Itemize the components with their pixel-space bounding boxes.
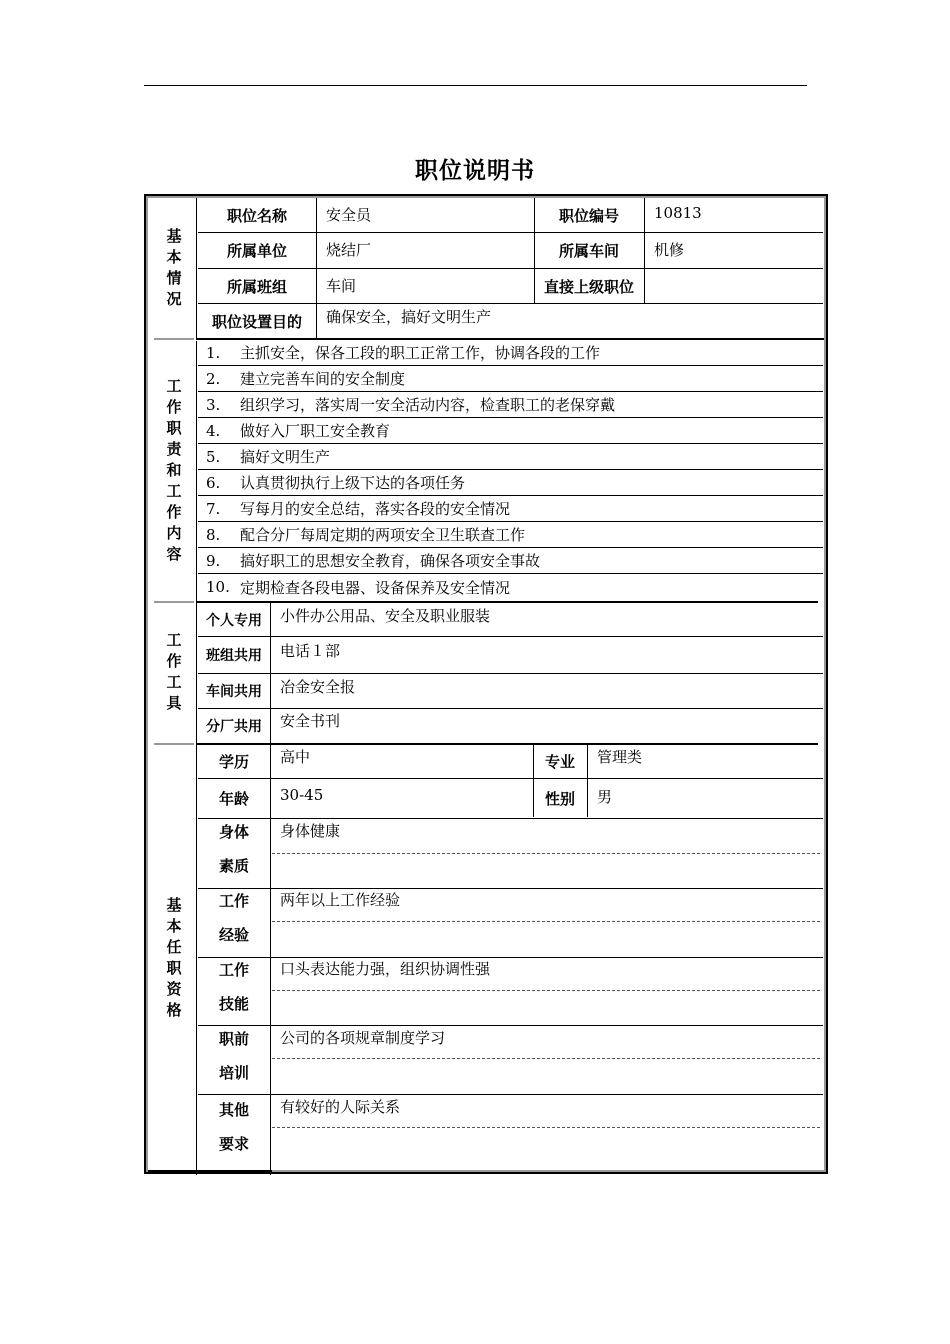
document-title: 职位说明书 [415, 158, 535, 184]
age-label: 年龄 [198, 779, 270, 819]
unit-label: 所属单位 [198, 233, 316, 269]
position-name-value: 安全员 [316, 198, 534, 233]
qualification-label-line1: 工作 [218, 961, 249, 979]
duty-item [198, 366, 823, 392]
team-label: 所属班组 [198, 269, 316, 304]
qualification-label-line1: 职前 [218, 1030, 249, 1048]
tool-label: 分厂共用 [206, 719, 262, 735]
duty-number: 4. [206, 421, 221, 440]
duty-item [198, 392, 823, 418]
section-label-qualifications [154, 746, 194, 1170]
team-value: 车间 [316, 269, 534, 304]
qualification-label-line1: 其他 [218, 1101, 249, 1119]
duty-number: 1. [206, 343, 221, 362]
qualification-value: 口头表达能力强，组织协调性强 [280, 960, 491, 978]
divider [196, 745, 197, 1175]
duty-text: 主抓安全，保各工段的职工正常工作，协调各段的工作 [240, 344, 601, 362]
purpose-value: 确保安全，搞好文明生产 [326, 308, 492, 326]
qualification-value: 两年以上工作经验 [280, 891, 401, 909]
qualification-label-line2: 培训 [218, 1064, 249, 1082]
duty-item [198, 496, 823, 522]
tool-label: 车间共用 [198, 674, 270, 709]
section-label-duties-text: 工作职责和工作内容 [166, 376, 182, 563]
unit-value: 烧结厂 [316, 233, 534, 269]
duty-number: 2. [206, 369, 221, 388]
section-label-qualifications-text: 基本 任职资格 [166, 896, 182, 1019]
section-label-duties [154, 341, 194, 599]
divider [534, 198, 535, 304]
purpose-label: 职位设置目的 [211, 312, 302, 331]
dashed-line [272, 990, 820, 991]
education-value: 高中 [270, 745, 533, 779]
qualification-label-line1: 工作 [218, 892, 249, 910]
duty-number: 9. [206, 551, 221, 570]
header-rule [144, 85, 807, 86]
qualification-label-line2: 素质 [218, 857, 249, 875]
dashed-line [272, 1058, 820, 1059]
duty-number: 7. [206, 499, 221, 518]
section-label-tools-text: 工作工具 [166, 631, 182, 712]
tool-value: 电话１部 [270, 637, 823, 674]
divider [196, 341, 197, 601]
duty-item [198, 340, 823, 366]
row-divider [148, 1170, 272, 1172]
dashed-line [272, 921, 820, 922]
gender-label: 性别 [533, 779, 587, 819]
section-divider [154, 601, 194, 603]
qualification-value: 有较好的人际关系 [280, 1098, 401, 1116]
duty-text: 组织学习，落实周一安全活动内容，检查职工的老保穿戴 [240, 396, 616, 414]
duty-number: 5. [206, 447, 221, 466]
divider [196, 198, 197, 338]
row-divider [198, 1025, 823, 1026]
duty-text: 定期检查各段电器、设备保养及安全情况 [240, 578, 511, 597]
tool-label: 班组共用 [198, 637, 270, 674]
qualification-label-line1: 身体 [218, 823, 249, 841]
qualification-label-line2: 技能 [218, 995, 249, 1013]
age-value: 30-45 [270, 779, 533, 819]
gender-value: 男 [587, 779, 823, 819]
section-label-basic-text: 基本情况 [166, 227, 182, 308]
section-divider [154, 338, 194, 340]
duty-number: 10. [206, 578, 230, 596]
duty-item [198, 418, 823, 444]
workshop-label: 所属车间 [534, 233, 644, 269]
row-divider [198, 1094, 823, 1095]
duty-item [198, 574, 823, 600]
education-label: 学历 [198, 745, 270, 779]
duty-item [198, 522, 823, 548]
qualification-label-line2: 经验 [218, 926, 249, 944]
position-no-value: 10813 [644, 198, 823, 233]
section-label-basic [154, 198, 194, 338]
qualification-value: 公司的各项规章制度学习 [280, 1029, 446, 1047]
duty-item [198, 444, 823, 470]
tool-value: 冶金安全报 [270, 674, 823, 709]
duty-text: 写每月的安全总结，落实各段的安全情况 [240, 500, 511, 518]
duty-number: 8. [206, 525, 221, 544]
dashed-line [272, 1127, 820, 1128]
dashed-line [272, 853, 820, 854]
duty-number: 6. [206, 473, 221, 492]
duty-text: 搞好文明生产 [240, 448, 331, 466]
duty-text: 做好入厂职工安全教育 [240, 422, 391, 440]
qualification-value: 身体健康 [280, 822, 341, 840]
duty-item [198, 470, 823, 496]
divider [644, 198, 645, 304]
tool-value: 安全书刊 [280, 712, 341, 730]
divider [196, 603, 197, 743]
major-value: 管理类 [587, 745, 823, 779]
duty-number: 3. [206, 395, 221, 414]
duty-text: 搞好职工的思想安全教育，确保各项安全事故 [240, 552, 541, 570]
workshop-value: 机修 [644, 233, 823, 269]
superior-value [644, 269, 823, 304]
qualification-label-line2: 要求 [218, 1135, 249, 1153]
section-label-tools [154, 604, 194, 740]
section-divider [154, 743, 194, 745]
tool-value: 小件办公用品、安全及职业服装 [270, 603, 823, 637]
position-no-label: 职位编号 [534, 198, 644, 233]
tool-label: 个人专用 [198, 603, 270, 637]
major-label: 专业 [533, 745, 587, 779]
duty-text: 配合分厂每周定期的两项安全卫生联查工作 [240, 526, 526, 544]
superior-label: 直接上级职位 [534, 269, 644, 304]
duty-text: 认真贯彻执行上级下达的各项任务 [240, 474, 466, 492]
duty-item [198, 548, 823, 574]
divider [316, 198, 317, 338]
duty-text: 建立完善车间的安全制度 [240, 370, 406, 388]
position-name-label: 职位名称 [198, 198, 316, 233]
